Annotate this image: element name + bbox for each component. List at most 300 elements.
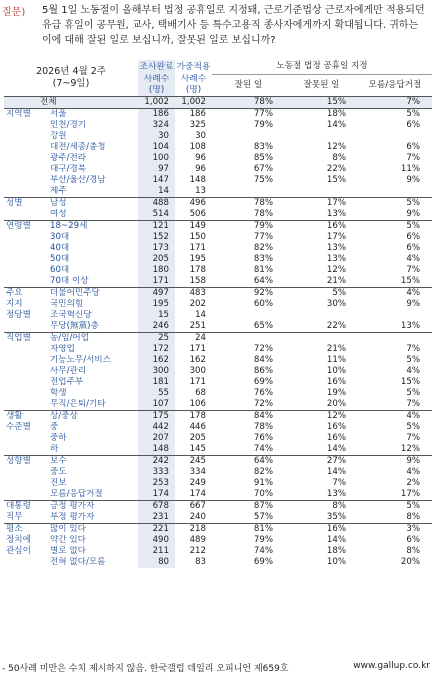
row-cases-weighted: 249: [189, 478, 206, 488]
table-row: [4, 512, 432, 524]
col-weighted-header: 가중적용: [175, 60, 212, 74]
table-row: [4, 221, 432, 233]
row-dk: 4%: [406, 467, 420, 477]
row-bad: 19%: [326, 388, 346, 398]
row-bad: 22%: [326, 321, 346, 331]
row-dk: 7%: [406, 265, 420, 275]
row-label: 60대: [50, 265, 70, 275]
group-label: 직업별: [4, 333, 48, 411]
row-dk: 7%: [406, 399, 420, 409]
row-good: [212, 310, 285, 321]
row-bad: 8%: [285, 501, 358, 513]
table-row: [4, 535, 432, 546]
row-label: 부산/울산/경남: [50, 175, 106, 185]
row-bad: 16%: [326, 422, 346, 432]
table-row: [4, 243, 432, 254]
row-cases-weighted: 96: [195, 164, 206, 174]
row-label: 사무/관리: [50, 366, 87, 376]
row-bad: 12%: [285, 411, 358, 423]
row-cases-weighted: 334: [189, 467, 206, 477]
question-label: 질문): [2, 7, 26, 18]
row-cases-survey: 514: [138, 209, 175, 221]
row-dk: 4%: [406, 366, 420, 376]
table-row: [4, 478, 432, 489]
row-label: 여성: [50, 209, 67, 219]
row-cases-weighted: 178: [175, 411, 212, 423]
row-dk: 6%: [406, 243, 420, 253]
row-cases-weighted: 218: [175, 524, 212, 536]
row-cases-weighted: 162: [189, 355, 206, 365]
table-row: [4, 142, 432, 153]
table-row: [4, 399, 432, 411]
col-unit-1: (명): [138, 85, 175, 97]
row-label: 기능노무/서비스: [50, 355, 112, 365]
table-row: [4, 153, 432, 164]
row-cases-weighted: 195: [189, 254, 206, 264]
row-label: 70대 이상: [50, 276, 89, 286]
row-label: 30대: [50, 232, 70, 242]
row-good: 76%: [253, 433, 273, 443]
row-good: 86%: [253, 366, 273, 376]
table-row: [4, 209, 432, 221]
row-cases-survey: 15: [138, 310, 175, 321]
table-row: [4, 265, 432, 276]
row-cases-survey: 180: [138, 265, 175, 276]
table-row: [4, 366, 432, 377]
total-label: 전체: [4, 97, 138, 109]
row-bad: 16%: [326, 433, 346, 443]
row-good: 64%: [212, 456, 285, 468]
row-cases-survey: 100: [138, 153, 175, 164]
col-survey-header: 조사완료: [138, 60, 175, 74]
row-dk: 7%: [406, 153, 420, 163]
table-row: [4, 175, 432, 186]
group-label: 생활 수준별: [4, 411, 48, 456]
row-dk: 7%: [406, 433, 420, 443]
row-label: 모름/응답거절: [50, 489, 103, 499]
row-cases-survey: 242: [138, 456, 175, 468]
table-row: [4, 456, 432, 468]
row-good: [212, 131, 285, 142]
row-cases-survey: 300: [138, 366, 175, 377]
row-cases-weighted: 13: [195, 186, 206, 196]
question-text: 5월 1일 노동절이 올해부터 법정 공휴일로 지정돼, 근로기준법상 근로자에게만 적용되던 유급 휴일이 공무원, 교사, 택배기사 등 특수고용직 종사자에게까지 확대됩니다. 귀하는 이에 대해 잘된 일로 보십니까, 잘못된 일로 보십니까?: [42, 5, 425, 46]
row-dk: 15%: [400, 377, 420, 387]
row-cases-weighted: 178: [189, 265, 206, 275]
row-cases-weighted: 245: [175, 456, 212, 468]
row-good: 77%: [253, 232, 273, 242]
row-good: 67%: [253, 164, 273, 174]
row-cases-weighted: 96: [195, 153, 206, 163]
row-cases-survey: 253: [138, 478, 175, 489]
row-cases-weighted: 325: [189, 120, 206, 130]
table-row: [4, 333, 432, 345]
row-good: 81%: [212, 524, 285, 536]
row-label: 18~29세: [48, 221, 138, 233]
row-label: 중하: [50, 433, 67, 443]
row-bad: 13%: [326, 254, 346, 264]
row-bad: 15%: [326, 175, 346, 185]
row-bad: 17%: [326, 232, 346, 242]
row-cases-weighted: 205: [189, 433, 206, 443]
total-bad: 15%: [285, 97, 358, 109]
table-body: [4, 97, 432, 569]
row-cases-survey: 152: [138, 232, 175, 243]
row-bad: 10%: [326, 557, 346, 567]
row-dk: 8%: [406, 546, 420, 556]
row-cases-weighted: 186: [175, 109, 212, 121]
row-good: 77%: [212, 109, 285, 121]
row-bad: 14%: [326, 120, 346, 130]
row-bad: 5%: [285, 288, 358, 300]
table-row: [4, 546, 432, 557]
table-row: [4, 299, 432, 310]
row-cases-survey: 173: [138, 243, 175, 254]
row-cases-survey: 195: [138, 299, 175, 310]
row-label: 무직/은퇴/기타: [50, 399, 106, 409]
table-row: [4, 411, 432, 423]
total-n1: 1,002: [138, 97, 175, 109]
row-label: 남성: [48, 198, 138, 210]
row-good: 69%: [253, 377, 273, 387]
row-good: 76%: [253, 388, 273, 398]
question-block: [2, 3, 432, 61]
row-label: 별로 없다: [50, 546, 86, 556]
row-cases-weighted: 202: [189, 299, 206, 309]
row-cases-weighted: 212: [189, 546, 206, 556]
row-cases-weighted: 24: [175, 333, 212, 345]
total-good: 78%: [212, 97, 285, 109]
row-bad: 16%: [326, 377, 346, 387]
table-row: [4, 444, 432, 456]
row-good: 84%: [253, 355, 273, 365]
row-bad: [285, 186, 358, 198]
row-cases-weighted: 171: [189, 377, 206, 387]
col-cases-2: 사례수: [175, 74, 212, 85]
row-cases-survey: 121: [138, 221, 175, 233]
row-bad: 7%: [332, 478, 346, 488]
row-good: 78%: [253, 209, 273, 219]
row-good: 78%: [253, 422, 273, 432]
row-good: 87%: [212, 501, 285, 513]
row-good: 78%: [212, 198, 285, 210]
row-cases-weighted: 171: [189, 344, 206, 354]
table-row: [4, 422, 432, 433]
table-row: [4, 131, 432, 142]
row-dk: 17%: [400, 489, 420, 499]
total-dk: 7%: [358, 97, 432, 109]
table-row: [4, 501, 432, 513]
row-label: 대구/경북: [50, 164, 87, 174]
row-cases-survey: 231: [138, 512, 175, 524]
row-cases-survey: 678: [138, 501, 175, 513]
group-label: 평소 정치에 관심이: [4, 524, 48, 569]
row-label: 자영업: [50, 344, 75, 354]
row-good: 64%: [253, 276, 273, 286]
row-dk: 4%: [358, 411, 432, 423]
row-dk: 4%: [358, 288, 432, 300]
col-good-header: 잘된 일: [212, 74, 285, 97]
row-bad: 14%: [326, 535, 346, 545]
row-good: 83%: [253, 254, 273, 264]
row-bad: [285, 310, 358, 321]
row-bad: 18%: [285, 109, 358, 121]
row-bad: 13%: [326, 489, 346, 499]
footer-url: www.gallup.co.kr: [353, 661, 430, 671]
row-bad: 22%: [326, 164, 346, 174]
row-label: 50대: [50, 254, 70, 264]
row-cases-survey: 490: [138, 535, 175, 546]
row-cases-weighted: 300: [189, 366, 206, 376]
row-label: 진보: [50, 478, 67, 488]
row-good: [212, 186, 285, 198]
row-bad: 12%: [326, 142, 346, 152]
table-row: [4, 321, 432, 333]
row-label: 국민의힘: [50, 299, 84, 309]
row-good: 65%: [253, 321, 273, 331]
row-cases-survey: 104: [138, 142, 175, 153]
row-dk: [358, 186, 432, 198]
row-good: 79%: [253, 535, 273, 545]
row-dk: 6%: [406, 535, 420, 545]
row-good: 69%: [253, 557, 273, 567]
group-label: 성향별: [4, 456, 48, 501]
row-dk: 5%: [358, 501, 432, 513]
row-cases-survey: 174: [138, 489, 175, 501]
row-bad: 8%: [332, 153, 346, 163]
row-label: 약간 있다: [50, 535, 86, 545]
row-label: 전혀 없다/모름: [50, 557, 106, 567]
row-cases-survey: 148: [138, 444, 175, 456]
row-good: 74%: [253, 444, 273, 454]
row-dk: 6%: [406, 142, 420, 152]
row-dk: 3%: [358, 524, 432, 536]
row-dk: 20%: [400, 557, 420, 567]
row-cases-survey: 55: [138, 388, 175, 399]
row-dk: 9%: [406, 175, 420, 185]
row-bad: 10%: [326, 366, 346, 376]
row-good: 83%: [253, 142, 273, 152]
row-label: 서울: [48, 109, 138, 121]
row-cases-weighted: 148: [189, 175, 206, 185]
row-cases-survey: 333: [138, 467, 175, 478]
row-bad: 18%: [326, 546, 346, 556]
row-cases-survey: 497: [138, 288, 175, 300]
col-dk-header: 모름/응답거절: [358, 74, 432, 97]
group-label: 성별: [4, 198, 48, 221]
col-cases-1: 사례수: [138, 74, 175, 85]
row-label: 전업주부: [50, 377, 84, 387]
row-cases-weighted: 174: [189, 489, 206, 499]
row-dk: 13%: [400, 321, 420, 331]
row-cases-weighted: 14: [195, 310, 206, 320]
row-dk: 2%: [406, 478, 420, 488]
row-dk: 4%: [406, 254, 420, 264]
table-row: [4, 489, 432, 501]
row-bad: [285, 131, 358, 142]
table-row: [4, 288, 432, 300]
period-range: (7~9일): [52, 78, 90, 89]
table-row: [4, 344, 432, 355]
row-label: 무당(無黨)층: [50, 321, 99, 331]
table-row: [4, 557, 432, 568]
row-cases-weighted: 240: [189, 512, 206, 522]
row-good: 91%: [253, 478, 273, 488]
row-dk: [358, 131, 432, 142]
row-dk: 12%: [400, 444, 420, 454]
row-good: 82%: [253, 467, 273, 477]
row-good: 81%: [253, 265, 273, 275]
row-cases-weighted: 506: [189, 209, 206, 219]
table-row: [4, 310, 432, 321]
row-bad: 12%: [326, 265, 346, 275]
table-row: [4, 109, 432, 121]
row-bad: [285, 333, 358, 345]
row-bad: 27%: [285, 456, 358, 468]
row-cases-survey: 147: [138, 175, 175, 186]
row-label: 학생: [50, 388, 67, 398]
row-dk: 5%: [358, 221, 432, 233]
row-cases-survey: 175: [138, 411, 175, 423]
row-dk: 5%: [358, 198, 432, 210]
row-bad: 14%: [326, 467, 346, 477]
row-good: 92%: [212, 288, 285, 300]
row-cases-survey: 186: [138, 109, 175, 121]
row-good: [212, 333, 285, 345]
row-label: 농/임/어업: [48, 333, 138, 345]
row-label: 긍정 평가자: [48, 501, 138, 513]
row-dk: 9%: [406, 299, 420, 309]
row-label: 제주: [50, 186, 67, 196]
col-unit-2: (명): [175, 85, 212, 97]
group-label: 연령별: [4, 221, 48, 288]
footer-note: - 50사례 미만은 수치 제시하지 않음. 한국갤럽 데일리 오피니언 제659호: [2, 664, 289, 674]
row-dk: 6%: [406, 232, 420, 242]
row-cases-survey: 181: [138, 377, 175, 388]
row-label: 중도: [50, 467, 67, 477]
table-row: [4, 388, 432, 399]
col-group-header: 노동절 법정 공휴일 지정: [212, 60, 432, 74]
total-n2: 1,002: [175, 97, 212, 109]
row-cases-survey: 207: [138, 433, 175, 444]
row-bad: 16%: [285, 221, 358, 233]
table-row: [4, 186, 432, 198]
row-cases-survey: 488: [138, 198, 175, 210]
row-cases-survey: 14: [138, 186, 175, 198]
row-label: 중: [50, 422, 59, 432]
period-header: [4, 60, 138, 97]
row-good: 85%: [253, 153, 273, 163]
row-cases-survey: 221: [138, 524, 175, 536]
row-dk: 11%: [400, 164, 420, 174]
row-good: 70%: [253, 489, 273, 499]
row-cases-survey: 205: [138, 254, 175, 265]
table-row-total: [4, 97, 432, 109]
results-table: [4, 60, 432, 568]
row-cases-survey: 324: [138, 120, 175, 131]
row-good: 82%: [253, 243, 273, 253]
row-cases-survey: 162: [138, 355, 175, 366]
row-label: 부정 평가자: [50, 512, 95, 522]
row-cases-weighted: 446: [189, 422, 206, 432]
row-bad: 11%: [326, 355, 346, 365]
row-cases-survey: 442: [138, 422, 175, 433]
row-cases-weighted: 108: [189, 142, 206, 152]
row-good: 79%: [212, 221, 285, 233]
row-bad: 21%: [326, 344, 346, 354]
row-cases-weighted: 106: [189, 399, 206, 409]
row-dk: 8%: [406, 512, 420, 522]
group-label: 주요 지지 정당별: [4, 288, 48, 333]
row-dk: 9%: [406, 209, 420, 219]
row-cases-weighted: 158: [189, 276, 206, 286]
group-label: 지역별: [4, 109, 48, 198]
row-cases-weighted: 667: [175, 501, 212, 513]
table-row: [4, 120, 432, 131]
table-row: [4, 377, 432, 388]
row-good: 84%: [212, 411, 285, 423]
row-cases-survey: 80: [138, 557, 175, 568]
row-dk: [358, 310, 432, 321]
row-bad: 21%: [326, 276, 346, 286]
row-dk: 5%: [406, 355, 420, 365]
row-label: 인천/경기: [50, 120, 87, 130]
row-label: 상/중상: [48, 411, 138, 423]
row-bad: 30%: [326, 299, 346, 309]
row-label: 더불어민주당: [48, 288, 138, 300]
table-row: [4, 276, 432, 288]
row-bad: 16%: [285, 524, 358, 536]
col-bad-header: 잘못된 일: [285, 74, 358, 97]
row-label: 하: [50, 444, 59, 454]
table-row: [4, 254, 432, 265]
row-bad: 14%: [326, 444, 346, 454]
row-dk: 5%: [406, 422, 420, 432]
row-dk: 7%: [406, 344, 420, 354]
row-cases-weighted: 496: [175, 198, 212, 210]
row-good: 75%: [253, 175, 273, 185]
row-label: 40대: [50, 243, 70, 253]
row-cases-survey: 246: [138, 321, 175, 333]
row-cases-survey: 25: [138, 333, 175, 345]
row-cases-weighted: 68: [195, 388, 206, 398]
row-good: 57%: [253, 512, 273, 522]
row-bad: 13%: [326, 209, 346, 219]
row-label: 보수: [48, 456, 138, 468]
table-row: [4, 524, 432, 536]
row-cases-weighted: 30: [195, 131, 206, 141]
period-date: 2026년 4월 2주: [36, 66, 106, 77]
row-cases-weighted: 83: [195, 557, 206, 567]
row-cases-survey: 171: [138, 276, 175, 288]
row-bad: 35%: [326, 512, 346, 522]
row-cases-weighted: 171: [189, 243, 206, 253]
row-bad: 20%: [326, 399, 346, 409]
row-good: 72%: [253, 399, 273, 409]
table-row: [4, 232, 432, 243]
row-bad: 13%: [326, 243, 346, 253]
row-cases-survey: 107: [138, 399, 175, 411]
row-cases-weighted: 149: [175, 221, 212, 233]
row-label: 강원: [50, 131, 67, 141]
row-cases-weighted: 483: [175, 288, 212, 300]
table-row: [4, 355, 432, 366]
table-row: [4, 198, 432, 210]
table-row: [4, 433, 432, 444]
row-label: 많이 있다: [48, 524, 138, 536]
row-good: 79%: [253, 120, 273, 130]
table-row: [4, 164, 432, 175]
